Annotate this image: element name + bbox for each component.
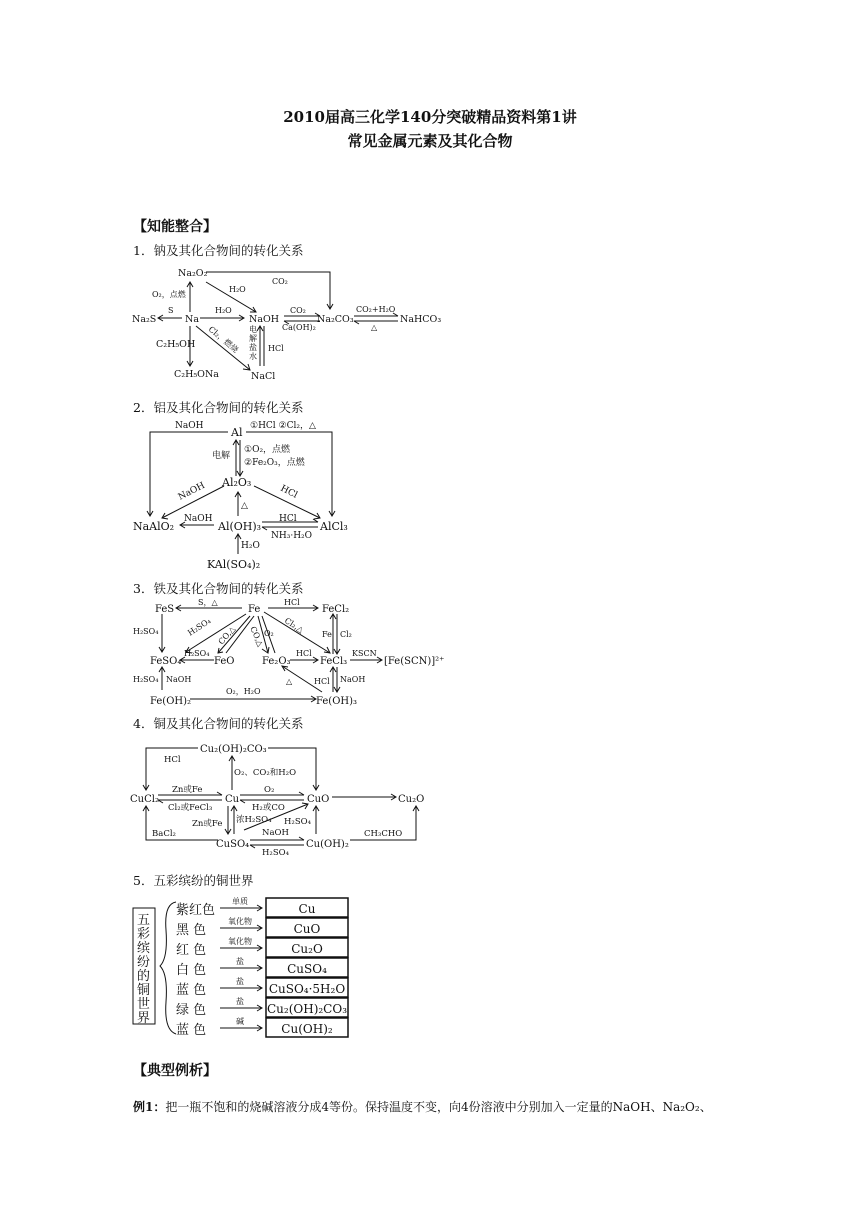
cond-s: S xyxy=(168,306,174,315)
color-label: 黑 色 xyxy=(176,923,207,938)
vert-char: 纷 xyxy=(137,955,151,970)
vert-char: 五 xyxy=(137,913,151,928)
cond-co-2: CO,△ xyxy=(248,625,266,648)
cond-h2so4-b: H₂SO₄ xyxy=(262,848,290,858)
elec-3: 盐 xyxy=(249,343,257,352)
formula-box: CuSO₄·5H₂O xyxy=(268,982,346,996)
color-label: 白 色 xyxy=(176,963,207,978)
elec-4: 水 xyxy=(249,352,257,361)
feso4: FeSO₄ xyxy=(150,656,182,667)
section-heading-examples: 【典型例析】 xyxy=(133,1063,217,1079)
nahco3: NaHCO₃ xyxy=(400,314,442,325)
cucl2: CuCl₂ xyxy=(130,794,159,805)
fes: FeS xyxy=(155,604,175,615)
cond-cl2fecl3: Cl₂或FeCl₃ xyxy=(168,803,213,813)
cond-caoh2: Ca(OH)₂ xyxy=(282,323,316,332)
cond-nh2so4: 浓H₂SO₄ xyxy=(236,815,272,825)
nacl: NaCl xyxy=(251,371,276,382)
cond-h2o: H₂O xyxy=(229,285,246,294)
fe-scn: [Fe(SCN)]²⁺ xyxy=(384,656,445,667)
cond-co2-b: CO₂ xyxy=(290,306,306,315)
fecl3: FeCl₃ xyxy=(320,656,348,667)
cond-hcl: HCl xyxy=(164,755,181,765)
cond-naoh-top: NaOH xyxy=(175,421,204,431)
kal-so4-2: KAl(SO₄)₂ xyxy=(207,558,261,571)
cond-naoh-diag: NaOH xyxy=(176,480,207,503)
category-label: 盐 xyxy=(236,957,244,966)
feoh3: Fe(OH)₃ xyxy=(316,696,358,707)
cond-h2so4-d: H₂SO₄ xyxy=(133,675,159,684)
cond-hcl: HCl xyxy=(284,598,300,607)
category-label: 盐 xyxy=(236,997,244,1006)
cond-fe: Fe xyxy=(322,630,332,639)
cond-fe2o3: ②Fe₂O₃，点燃 xyxy=(244,458,305,468)
cuso4: CuSO₄ xyxy=(216,839,250,850)
cond-h2so4-a: H₂SO₄ xyxy=(133,627,159,636)
cond-o2: ①O₂，点燃 xyxy=(244,445,291,455)
cond-naoh-2: NaOH xyxy=(340,675,366,684)
example-1 xyxy=(133,1098,712,1115)
fecl2: FeCl₂ xyxy=(322,604,350,615)
cond-naoh-h: NaOH xyxy=(184,514,213,524)
category-label: 盐 xyxy=(236,977,244,986)
cond-s: S，△ xyxy=(198,598,218,607)
cond-h2co: H₂或CO xyxy=(252,803,285,813)
cond-ch3cho: CH₃CHO xyxy=(364,829,403,839)
fe2o3: Fe₂O₃ xyxy=(262,656,291,667)
document-title: 2010届高三化学140分突破精品资料第1讲 xyxy=(283,108,577,126)
cond-naoh: NaOH xyxy=(166,675,192,684)
cond-o2co2h2o: O₂、CO₂和H₂O xyxy=(234,768,297,778)
formula-box: Cu₂(OH)₂CO₃ xyxy=(266,1002,348,1016)
document-subtitle: 常见金属元素及其化合物 xyxy=(347,132,513,150)
category-label: 单质 xyxy=(232,897,248,906)
cond-nh3h2o: NH₃·H₂O xyxy=(271,531,313,541)
example-label: 例1： xyxy=(133,1100,166,1114)
cond-h2o-2: H₂O xyxy=(215,306,232,315)
vert-char: 缤 xyxy=(137,941,151,956)
al2o3: Al₂O₃ xyxy=(222,476,252,489)
formula-box: Cu xyxy=(298,902,316,916)
cond-hcl-cl2: ①HCl ②Cl₂，△ xyxy=(250,421,316,431)
cond-h2so4: H₂SO₄ xyxy=(284,817,312,827)
cond-co2-top: CO₂ xyxy=(272,277,288,286)
color-label: 绿 色 xyxy=(176,1003,207,1018)
item-sodium: 1．钠及其化合物间的转化关系 xyxy=(133,243,304,258)
vert-char: 世 xyxy=(137,997,151,1012)
cond-co-1: CO,△ xyxy=(216,624,237,647)
color-label: 红 色 xyxy=(176,943,207,958)
cond-o2: O₂，点燃 xyxy=(152,290,186,299)
cond-hcl-h: HCl xyxy=(279,514,297,524)
cond-tri: △ xyxy=(286,677,293,686)
color-label: 蓝 色 xyxy=(176,983,207,998)
vert-char: 彩 xyxy=(137,927,151,942)
na2o2: Na₂O₂ xyxy=(178,268,208,279)
section-heading-knowledge: 【知能整合】 xyxy=(133,219,217,235)
formula-box: Cu₂O xyxy=(291,942,323,956)
formula-box: CuSO₄ xyxy=(287,962,327,976)
cu2oh2co3: Cu₂(OH)₂CO₃ xyxy=(200,744,267,755)
category-label: 碱 xyxy=(236,1017,244,1026)
item-aluminum: 2．铝及其化合物间的转化关系 xyxy=(133,400,304,415)
aloh3: Al(OH)₃ xyxy=(218,520,262,533)
cond-kscn: KSCN xyxy=(352,649,377,658)
category-label: 氧化物 xyxy=(228,917,252,926)
color-label: 蓝 色 xyxy=(176,1023,207,1038)
naalo2: NaAlO₂ xyxy=(133,520,175,533)
fe: Fe xyxy=(248,604,261,615)
cond-co2h2o: CO₂+H₂O xyxy=(356,305,396,314)
na2s: Na₂S xyxy=(132,314,157,325)
cond-h2o: H₂O xyxy=(241,541,260,551)
cond-elec: 电解 xyxy=(212,451,231,461)
cond-hcl-3: HCl xyxy=(314,677,330,686)
formula-box: Cu(OH)₂ xyxy=(281,1022,333,1036)
vert-char: 铜 xyxy=(137,983,151,998)
cond-naoh: NaOH xyxy=(262,828,289,838)
item-copper: 4．铜及其化合物间的转化关系 xyxy=(133,716,304,731)
cond-tri: △ xyxy=(371,323,378,332)
vert-char: 界 xyxy=(137,1011,151,1026)
feo: FeO xyxy=(214,656,235,667)
cond-cl2-tri: Cl₂,△ xyxy=(282,616,306,635)
cond-o2h2o: O₂，H₂O xyxy=(226,687,261,696)
na: Na xyxy=(185,314,199,325)
cond-bacl2: BaCl₂ xyxy=(152,829,176,839)
cond-cl2: Cl₂，燃烧 xyxy=(206,324,240,355)
item-iron: 3．铁及其化合物间的转化关系 xyxy=(133,581,304,596)
cond-o2: O₂ xyxy=(264,785,275,795)
cuoh2: Cu(OH)₂ xyxy=(306,839,349,850)
naoh: NaOH xyxy=(249,314,280,325)
color-label: 紫红色 xyxy=(176,903,216,918)
cond-cl2: Cl₂ xyxy=(340,630,352,639)
cuo: CuO xyxy=(307,794,330,805)
feoh2: Fe(OH)₂ xyxy=(150,696,192,707)
brace xyxy=(160,902,176,1034)
na2co3: Na₂CO₃ xyxy=(317,314,354,325)
category-label: 氧化物 xyxy=(228,937,252,946)
cond-hcl-2: HCl xyxy=(296,649,312,658)
c2h5oh: C₂H₅OH xyxy=(156,339,196,350)
item-copper-world: 5．五彩缤纷的铜世界 xyxy=(133,873,254,888)
cond-znfe: Zn或Fe xyxy=(172,785,203,795)
cond-tri: △ xyxy=(241,501,248,511)
cond-znfe-2: Zn或Fe xyxy=(192,819,223,829)
cu: Cu xyxy=(225,794,240,805)
cond-o2: O₂ xyxy=(264,629,274,638)
alcl3: AlCl₃ xyxy=(320,520,348,533)
elec-1: 电 xyxy=(249,325,257,334)
cu2o: Cu₂O xyxy=(398,794,425,805)
cond-hcl-diag: HCl xyxy=(278,483,299,501)
formula-box: CuO xyxy=(293,922,321,936)
c2h5ona: C₂H₅ONa xyxy=(174,369,219,380)
cond-hcl: HCl xyxy=(268,344,284,353)
vert-char: 的 xyxy=(137,969,151,984)
cond-h2so4-b: H₂SO₄ xyxy=(186,616,213,638)
al: Al xyxy=(231,426,243,439)
cond-h2so4-c: H₂SO₄ xyxy=(184,649,210,658)
elec-2: 解 xyxy=(249,334,257,343)
example-text: 把一瓶不饱和的烧碱溶液分成4等份。保持温度不变，向4份溶液中分别加入一定量的NaOH、Na₂O₂、 xyxy=(165,1100,712,1114)
